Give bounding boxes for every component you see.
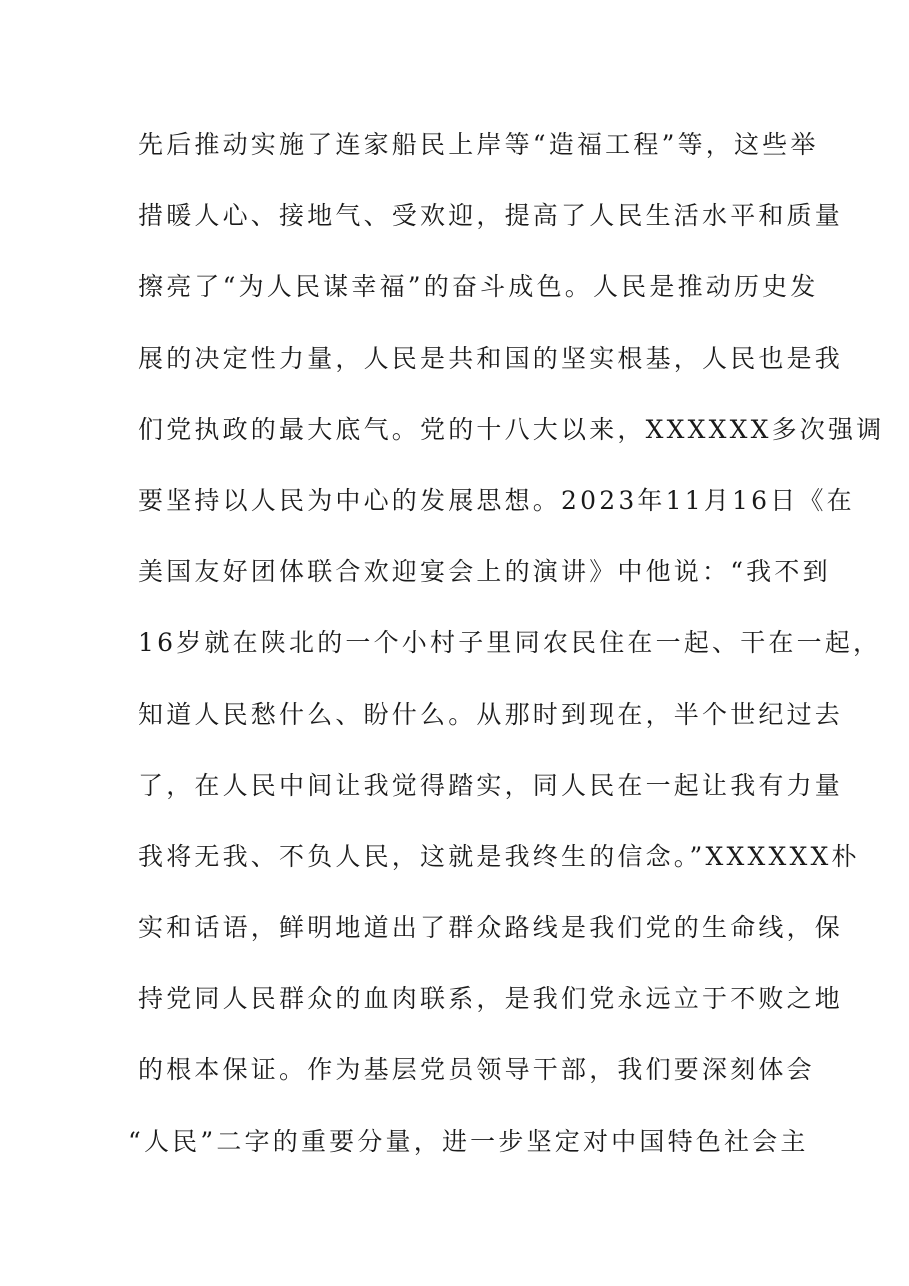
text-line-2: 措暖人心、接地气、受欢迎，提高了人民生活水平和质量 [138, 201, 844, 231]
text-line-13: 持党同人民群众的血肉联系，是我们党永远立于不败之地 [138, 984, 844, 1014]
text-line-11: 我将无我、不负人民，这就是我终生的信念。”XXXXXX朴 [138, 841, 860, 871]
text-line-9: 知道人民愁什么、盼什么。从那时到现在，半个世纪过去 [138, 699, 844, 729]
document-body [128, 120, 885, 1188]
text-line-5: 们党执政的最大底气。党的十八大以来，XXXXXX多次强调 [138, 414, 885, 444]
text-line-1: 先后推动实施了连家船民上岸等“造福工程”等，这些举 [138, 130, 819, 159]
text-line-10: 了，在人民中间让我觉得踏实，同人民在一起让我有力量 [138, 770, 844, 800]
text-line-12: 实和话语，鲜明地道出了群众路线是我们党的生命线，保 [138, 913, 844, 943]
text-line-8: 16岁就在陕北的一个小村子里同农民住在一起、干在一起， [138, 628, 882, 658]
text-line-7: 美国友好团体联合欢迎宴会上的演讲》中他说：“我不到 [138, 557, 831, 587]
text-line-3: 擦亮了“为人民谋幸福”的奋斗成色。人民是推动历史发 [138, 272, 819, 302]
text-line-14: 的根本保证。作为基层党员领导干部，我们要深刻体会 [138, 1055, 815, 1085]
text-line-4: 展的决定性力量，人民是共和国的坚实根基，人民也是我 [138, 343, 844, 373]
text-line-15: “人民”二字的重要分量，进一步坚定对中国特色社会主 [128, 1126, 809, 1156]
text-line-6: 要坚持以人民为中心的发展思想。2023年11月16日《在 [138, 485, 855, 515]
